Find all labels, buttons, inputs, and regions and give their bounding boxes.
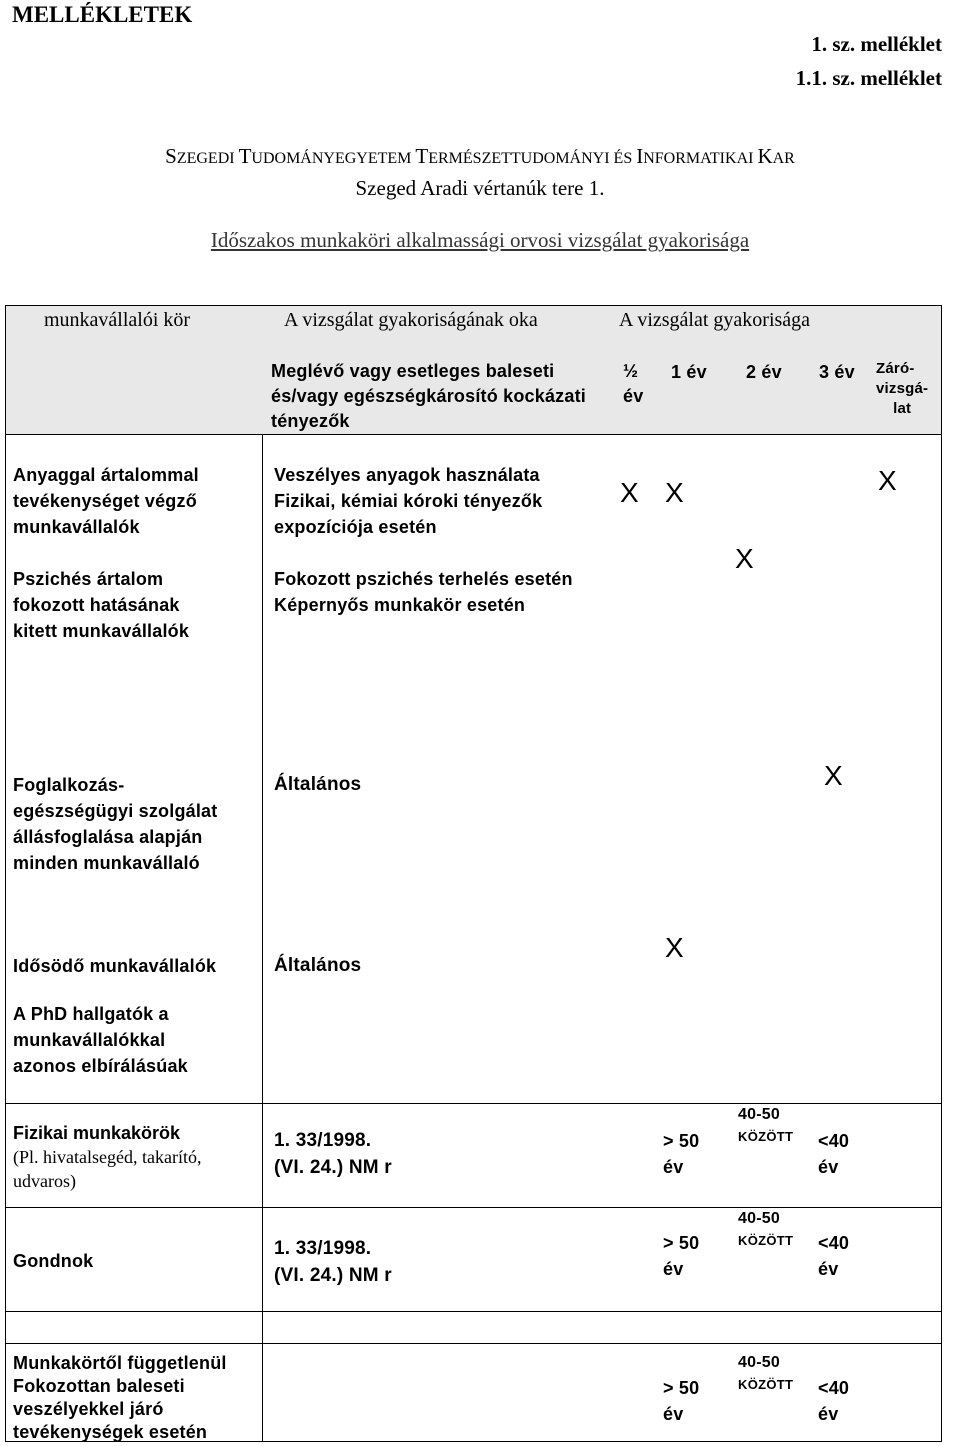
row-divider-4 <box>5 1343 942 1344</box>
row1-mark-half-year: X <box>620 477 639 508</box>
table-border-right <box>941 305 942 1442</box>
subheader-half-year: ½ év <box>623 361 644 406</box>
row6-under-40: <40 év <box>818 1378 850 1424</box>
document-title: Időszakos munkaköri alkalmassági orvosi vizsgálat gyakorisága <box>210 228 750 252</box>
row1-mark-final: X <box>878 465 897 496</box>
row4-reason: 1. 33/1998. (VI. 24.) NM r <box>274 1130 392 1178</box>
row6-group: Munkakörtől függetlenül Fokozottan baleseti veszélyekkel járó tevékenységek esetén <box>13 1353 227 1442</box>
subheader-reason: Meglévő vagy esetleges baleseti és/vagy egészségkárosító kockázati tényezők <box>271 361 586 431</box>
row5-reason: 1. 33/1998. (VI. 24.) NM r <box>274 1238 392 1286</box>
annex-label-1-1: 1.1. sz. melléklet <box>795 66 942 90</box>
page-heading: MELLÉKLETEK <box>12 2 193 27</box>
row3-group-b: A PhD hallgatók a munkavállalókkal azonos elbírálásúak <box>13 1004 188 1076</box>
row6-between-40-50: 40-50 KÖZÖTT <box>738 1354 794 1392</box>
row5-under-40: <40 év <box>818 1233 850 1279</box>
subheader-one-year: 1 év <box>671 362 707 382</box>
institution-address: Szeged Aradi vértanúk tere 1. <box>355 176 605 200</box>
row3-reason: Általános <box>274 955 362 976</box>
header-col-reason: A vizsgálat gyakoriságának oka <box>284 309 538 331</box>
subheader-two-year: 2 év <box>746 362 782 382</box>
row1-group-a: Anyaggal ártalommal tevékenységet végző munkavállalók <box>13 465 199 537</box>
subheader-final-exam: Záró- vizsgá- lat <box>876 360 929 417</box>
row2-reason: Általános <box>274 774 362 795</box>
header-divider <box>5 434 942 435</box>
table-border-top <box>5 305 942 306</box>
row3-mark-one-year: X <box>665 932 684 963</box>
col-divider-2 <box>262 1343 263 1441</box>
row5-over-50: > 50 év <box>663 1233 700 1279</box>
row1-reason-a: Veszélyes anyagok használata Fizikai, kémiai kóroki tényezők expozíciója esetén <box>274 465 543 537</box>
row2-group: Foglalkozás- egészségügyi szolgálat állásfoglalása alapján minden munkavállaló <box>13 775 218 873</box>
row4-over-50: > 50 év <box>663 1131 700 1177</box>
row-divider-3 <box>5 1311 942 1312</box>
annex-label-1: 1. sz. melléklet <box>811 32 942 56</box>
row4-group: Fizikai munkakörök (Pl. hivatalsegéd, takarító, udvaros) <box>13 1123 202 1191</box>
header-col-frequency: A vizsgálat gyakorisága <box>619 309 811 331</box>
row4-under-40: <40 év <box>818 1131 850 1177</box>
row1-group-b: Pszichés ártalom fokozott hatásának kitett munkavállalók <box>13 569 190 641</box>
row1-mark-one-year: X <box>665 477 684 508</box>
institution-name: SZEGEDI TUDOMÁNYEGYETEM TERMÉSZETTUDOMÁNYI ÉS INFORMATIKAI KAR <box>165 144 795 168</box>
row5-between-40-50: 40-50 KÖZÖTT <box>738 1210 794 1248</box>
subheader-three-year: 3 év <box>819 362 855 382</box>
row-divider-2 <box>5 1207 942 1208</box>
row4-between-40-50: 40-50 KÖZÖTT <box>738 1106 794 1144</box>
row1-mark-two-year: X <box>735 543 754 574</box>
row3-group-a: Idősödő munkavállalók <box>13 956 217 976</box>
row2-mark-three-year: X <box>824 760 843 791</box>
header-col-employee-group: munkavállalói kör <box>44 309 191 331</box>
col-divider-1 <box>262 434 263 1441</box>
row-divider-1 <box>5 1103 942 1104</box>
row1-reason-b: Fokozott pszichés terhelés esetén Képernyős munkakör esetén <box>274 569 573 615</box>
row5-group: Gondnok <box>13 1251 94 1271</box>
row6-over-50: > 50 év <box>663 1378 700 1424</box>
table-border-left <box>5 305 6 1442</box>
